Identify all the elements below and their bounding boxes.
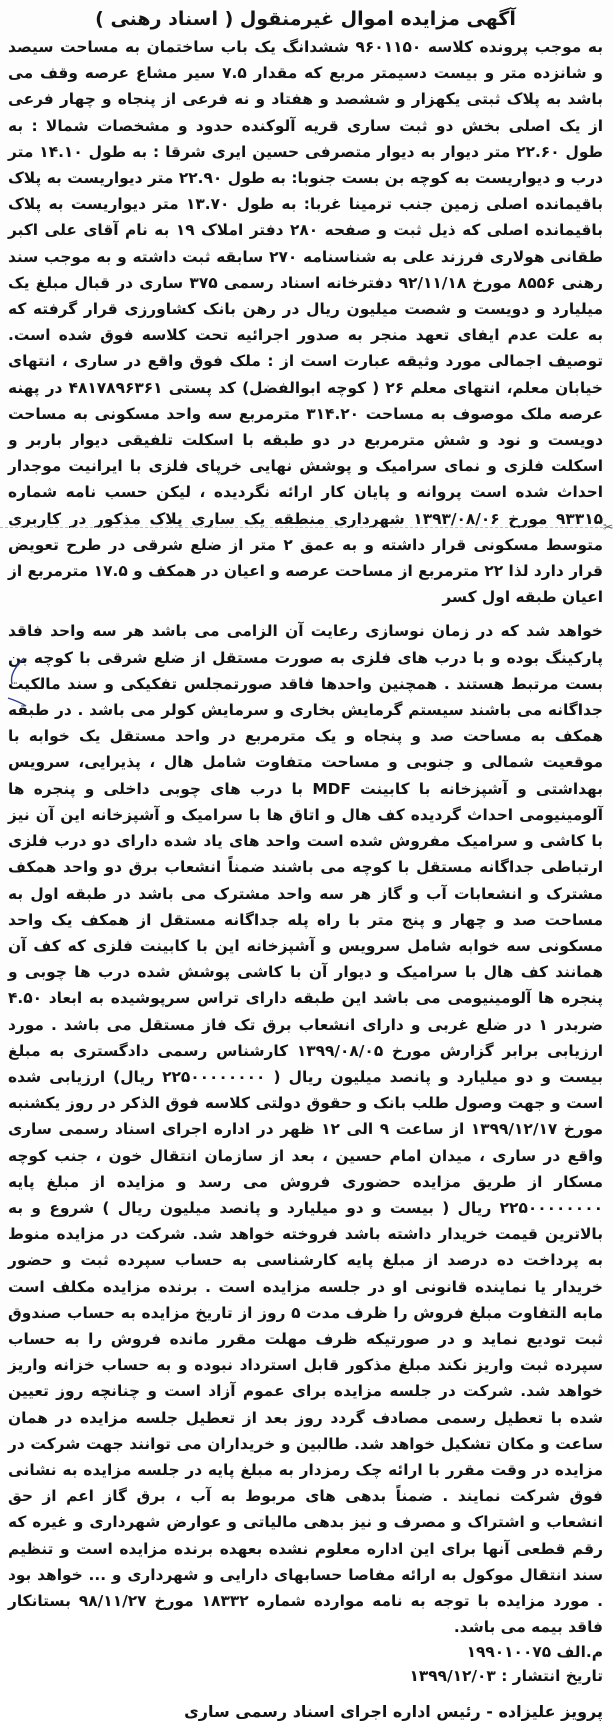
notice-paragraph-1: به موجب پرونده کلاسه ۹۶۰۱۱۵۰ ششدانگ یک باب ساختمان به مساحت سیصد و شانزده متر و بیست دسیمتر مربع که مقدار ۷.۵ سیر مشاع عرصه وقف می باشد به پلاک ثبتی یکهزار و ششصد و هفتاد و نه فرعی از پنجاه و چهار فرعی از یک اصلی بخش دو ثبت ساری قریه آلوکنده حدود و مشخصات شمالا : به طول ۲۲.۶۰ متر دیوار به دیوار متصرفی حسین ایری شرقا : به طول ۱۴.۱۰ متر درب و دیواریست به کوچه بن بست جنوبا: به طول ۲۲.۹۰ متر دیواریست به پلاک باقیمانده اصلی زمین جنب ترمینا غربا: به طول ۱۳.۷۰ متر دیواریست به پلاک باقیمانده اصلی که ذیل ثبت و صفحه ۲۸۰ دفتر املاک ۱۹ به نام آقای علی اکبر طقانی هولاری فرزند علی به شناسنامه ۲۷۰ سابقه ثبت داشته و به موجب سند رهنی ۸۵۵۶ مورخ ۹۲/۱۱/۱۸ دفترخانه اسناد رسمی ۳۷۵ ساری در قبال مبلغ یک میلیارد و دویست و شصت میلیون ریال در رهن بانک کشاورزی قرار گرفته که به علت عدم ایفای تعهد منجر به صدور اجرائیه تحت کلاسه فوق شده است. توصیف اجمالی مورد وثیقه عبارت است از : ملک فوق واقع در ساری ، انتهای خیابان معلم، انتهای معلم ۲۶ ( کوچه ابوالفضل) کد پستی ۴۸۱۷۸۹۶۳۶۱ در پهنه عرصه ملک موصوف به مساحت ۳۱۴.۲۰ مترمربع سه واحد مسکونی به مساحت دویست و نود و شش مترمربع در دو طبقه با اسکلت تلفیقی دیوار باربر و اسکلت فلزی و نمای سرامیک و پوشش نهایی خرپای فلزی با ایرانیت موجدار احداث شده است پروانه و پایان کار ارائه نگردیده ، لیکن حسب نامه شماره ۹۳۳۱۵ مورخ ۱۳۹۳/۰۸/۰۶ شهرداری منطقه یک ساری پلاک مذکور در کاربری متوسط مسکونی قرار داشته و به عمق ۲ متر از ضلع شرقی در طرح تعویض قرار دارد لذا ۲۲ مترمربع از مساحت عرصه و اعیان در همکف و ۱۷.۵ مترمربع از اعیان طبقه اول کسر <box>8 38 604 607</box>
handwritten-pen-mark <box>0 654 30 724</box>
notice-title: آگهی مزایده اموال غیرمنقول ( اسناد رهنی ) <box>95 8 516 30</box>
column-divider <box>0 527 613 528</box>
signature-line: پرویز علیزاده - رئیس اداره اجرای اسناد رسمی ساری <box>184 1702 603 1722</box>
reference-number: م.الف ۱۹۹۰۱۰۰۷۵ <box>466 1643 603 1662</box>
publish-date: تاریخ انتشار : ۱۳۹۹/۱۲/۰۳ <box>409 1667 603 1686</box>
notice-paragraph-2: خواهد شد که در زمان نوسازی رعایت آن الزامی می باشد هر سه واحد فاقد پارکینگ بوده و با درب های فلزی به صورت مستقل از ضلع شرقی با کوچه بن بست مرتبط هستند . همچنین واحدها فاقد صورتمجلس تفکیکی و سند مالکیت جداگانه می باشند سیستم گرمایش بخاری و سرمایش کولر می باشد . در طبقه همکف به مساحت صد و پنجاه و یک مترمربع در واحد مستقل یک خوابه با موقعیت شمالی و جنوبی و مساحت متفاوت شامل هال ، پذیرایی، سرویس بهداشتی و آشپزخانه با کابینت MDF با درب های چوبی داخلی و پنجره ها آلومینیومی احداث گردیده کف هال و اتاق ها با سرامیک و آشپزخانه این آن نیز با کاشی و سرامیک مفروش شده است واحد های یاد شده دارای دو درب فلزی ارتباطی جداگانه مستقل با کوچه می باشند ضمناً انشعاب برق دو واحد همکف مشترک و انشعابات آب و گاز هر سه واحد مشترک می باشد در طبقه اول به مساحت صد و چهار و پنج متر با راه پله جداگانه مستقل از همکف یک واحد مسکونی سه خوابه شامل سرویس و آشپزخانه این با کابینت فلزی که کف آن همانند کف هال با سرامیک و دیوار آن با کاشی پوشش شده درب ها چوبی و پنجره ها آلومینیومی می باشد این طبقه دارای تراس سرپوشیده به ابعاد ۴.۵۰ ضربدر ۱ در ضلع غربی و دارای انشعاب برق تک فاز مستقل می باشد . مورد ارزیابی برابر گزارش مورخ ۱۳۹۹/۰۸/۰۵ کارشناس رسمی دادگستری به مبلغ بیست و دو میلیارد و پانصد میلیون ریال ( ۲۲۵۰۰۰۰۰۰۰۰ ریال) ارزیابی شده است و جهت وصول طلب بانک و حقوق دولتی کلاسه فوق الذکر در روز یکشنبه مورخ ۱۳۹۹/۱۲/۱۷ از ساعت ۹ الی ۱۲ ظهر در اداره اجرای اسناد رسمی ساری واقع در ساری ، میدان امام حسین ، بعد از سازمان انتقال خون ، جنب کوچه مسکار از طریق مزایده حضوری فروش می رسد و مزایده از مبلغ پایه ۲۲۵۰۰۰۰۰۰۰۰ ریال ( بیست و دو میلیارد و پانصد میلیون ریال ) شروع و به بالاترین قیمت خریدار داشته باشد فروخته خواهد شد. شرکت در مزایده منوط به پرداخت ده درصد از مبلغ پایه کارشناسی به حساب سپرده ثبت و حضور خریدار یا نماینده قانونی او در جلسه مزایده است . برنده مزایده مکلف است مابه التفاوت مبلغ فروش را ظرف مدت ۵ روز از تاریخ مزایده به حساب صندوق ثبت تودیع نماید و در صورتیکه ظرف مهلت مقرر مانده فروش را به حساب سپرده ثبت واریز نکند مبلغ مذکور قابل استرداد نبوده و به حساب خزانه واریز خواهد شد. شرکت در جلسه مزایده برای عموم آزاد است و چنانچه روز تعیین شده با تعطیل رسمی مصادف گردد روز بعد از تعطیل جلسه مزایده در همان ساعت و مکان تشکیل خواهد شد. طالبین و خریداران می توانند جهت شرکت در مزایده در وقت مقرر با ارائه چک رمزدار به مبلغ پایه در جلسه مزایده به نشانی فوق شرکت نمایند . ضمناً بدهی های مربوط به آب ، برق گاز اعم از حق انشعاب و اشتراک و مصرف و نیز بدهی مالیاتی و عوارض شهرداری و غیره که رقم قطعی آنها برای این اداره معلوم نشده بعهده برنده مزایده است و تنظیم سند انتقال موکول به ارائه مفاصا حسابهای دارایی و شهرداری و ... خواهد بود . مورد مزایده با توجه به نامه موارده شماره ۱۸۳۳۲ مورخ ۹۸/۱۱/۲۷ بستانکار فاقد بیمه می باشد. <box>8 622 604 1637</box>
scissors-icon: ✂ <box>603 520 613 534</box>
